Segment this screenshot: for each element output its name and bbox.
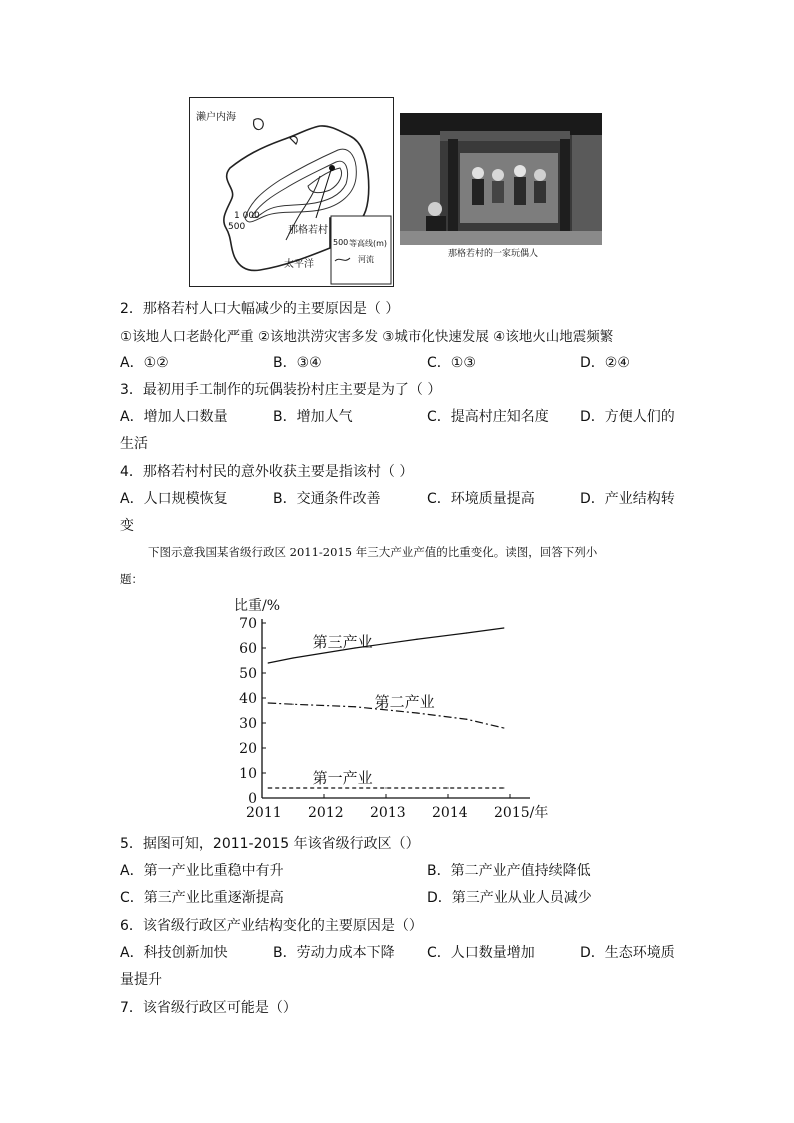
x-tick-label: 2011 xyxy=(246,805,282,821)
series-label-tertiary: 第三产业 xyxy=(312,632,373,651)
q5-option-d[interactable]: D．第三产业从业人员减少 xyxy=(427,890,592,906)
data-point xyxy=(292,704,293,705)
industry-share-chart xyxy=(228,594,568,824)
q6-option-d[interactable]: D．生态环境质 xyxy=(580,945,675,961)
data-point xyxy=(268,787,269,788)
village-label: 那格若村 xyxy=(288,225,328,236)
data-point xyxy=(416,712,417,713)
sea-south-label: 太平洋 xyxy=(284,259,314,270)
map-figure xyxy=(189,97,394,287)
village-photo xyxy=(400,113,602,258)
contour-500 xyxy=(245,149,356,222)
village-pointer xyxy=(316,170,331,218)
village-dot xyxy=(329,165,335,171)
data-point xyxy=(447,787,448,788)
x-tick-label: 2012 xyxy=(308,805,344,821)
legend-box xyxy=(331,216,391,284)
q2-option-c[interactable]: C．①③ xyxy=(427,355,476,371)
photo-svg xyxy=(400,113,602,258)
data-point xyxy=(466,719,467,720)
q6-stem: 6．该省级行政区产业结构变化的主要原因是（） xyxy=(120,918,423,934)
contour-500-label: 500 xyxy=(228,222,246,232)
q4-option-d[interactable]: D．产业结构转 xyxy=(580,491,675,507)
legend-contour-label: 等高线(m) xyxy=(349,239,388,248)
sea-north-label: 濑户内海 xyxy=(196,112,236,123)
q3-option-d-wrap: 生活 xyxy=(120,436,148,452)
y-tick-label: 0 xyxy=(248,791,257,807)
data-point xyxy=(385,787,386,788)
q4-option-c[interactable]: C．环境质量提高 xyxy=(427,491,535,507)
small-island xyxy=(254,119,264,130)
y-tick-label: 30 xyxy=(239,716,257,732)
photo-caption: 那格若村的一家玩偶人 xyxy=(448,249,539,258)
q2-option-d[interactable]: D．②④ xyxy=(580,355,630,371)
data-point xyxy=(268,702,269,703)
q2-stem: 2．那格若村人口大幅减少的主要原因是（ ） xyxy=(120,301,400,317)
y-axis-label: 比重/% xyxy=(234,598,281,614)
q5-option-a[interactable]: A．第一产业比重稳中有升 xyxy=(120,863,284,879)
q5-stem: 5．据图可知，2011-2015 年该省级行政区（） xyxy=(120,836,420,852)
q6-option-d-wrap: 量提升 xyxy=(120,972,162,988)
y-tick-label: 20 xyxy=(239,741,257,757)
q2-option-b[interactable]: B．③④ xyxy=(273,355,322,371)
data-point xyxy=(323,787,324,788)
data-point xyxy=(466,632,467,633)
series-label-secondary: 第二产业 xyxy=(374,692,435,711)
q6-option-a[interactable]: A．科技创新加快 xyxy=(120,945,228,961)
y-tick-label: 50 xyxy=(239,666,257,682)
series-line xyxy=(268,628,504,663)
q3-option-d[interactable]: D．方便人们的 xyxy=(580,409,675,425)
q2-option-a[interactable]: A．①② xyxy=(120,355,169,371)
data-point xyxy=(354,706,355,707)
y-tick-label: 40 xyxy=(239,691,257,707)
data-point xyxy=(292,657,293,658)
q3-option-c[interactable]: C．提高村庄知名度 xyxy=(427,409,549,425)
y-tick-label: 60 xyxy=(239,641,257,657)
data-point xyxy=(268,662,269,663)
q3-option-b[interactable]: B．增加人气 xyxy=(273,409,353,425)
q6-option-b[interactable]: B．劳动力成本下降 xyxy=(273,945,395,961)
q4-stem: 4．那格若村村民的意外收获主要是指该村（ ） xyxy=(120,464,414,480)
y-tick-label: 70 xyxy=(239,616,257,632)
legend-contour-number: 500 xyxy=(333,238,349,247)
q5-option-c[interactable]: C．第三产业比重逐渐提高 xyxy=(120,890,284,906)
data-point xyxy=(503,627,504,628)
q4-option-b[interactable]: B．交通条件改善 xyxy=(273,491,381,507)
x-tick-label: 2014 xyxy=(432,805,468,821)
q3-stem: 3．最初用手工制作的玩偶装扮村庄主要是为了（ ） xyxy=(120,382,442,398)
contour-1000-label: 1 000 xyxy=(234,211,260,221)
x-tick-label: 2013 xyxy=(370,805,406,821)
q2-items: ①该地人口老龄化严重 ②该地洪涝灾害多发 ③城市化快速发展 ④该地火山地震频繁 xyxy=(120,329,614,345)
chart-intro-line1: 下图示意我国某省级行政区 2011-2015 年三大产业产值的比重变化。读图，回答下列小 xyxy=(148,545,598,559)
y-tick-label: 10 xyxy=(239,766,257,782)
q4-option-a[interactable]: A．人口规模恢复 xyxy=(120,491,228,507)
small-island xyxy=(290,136,297,144)
q4-option-d-wrap: 变 xyxy=(120,518,134,534)
legend-river-label: 河流 xyxy=(358,255,374,264)
q7-stem: 7．该省级行政区可能是（） xyxy=(120,1000,297,1016)
data-point xyxy=(416,639,417,640)
q6-option-c[interactable]: C．人口数量增加 xyxy=(427,945,535,961)
data-point xyxy=(503,787,504,788)
chart-intro-line2: 题： xyxy=(120,572,143,586)
data-point xyxy=(503,727,504,728)
x-tick-label: 2015/年 xyxy=(494,805,549,821)
q5-option-b[interactable]: B．第二产业产值持续降低 xyxy=(427,863,591,879)
series-label-primary: 第一产业 xyxy=(312,769,373,787)
q3-option-a[interactable]: A．增加人口数量 xyxy=(120,409,228,425)
